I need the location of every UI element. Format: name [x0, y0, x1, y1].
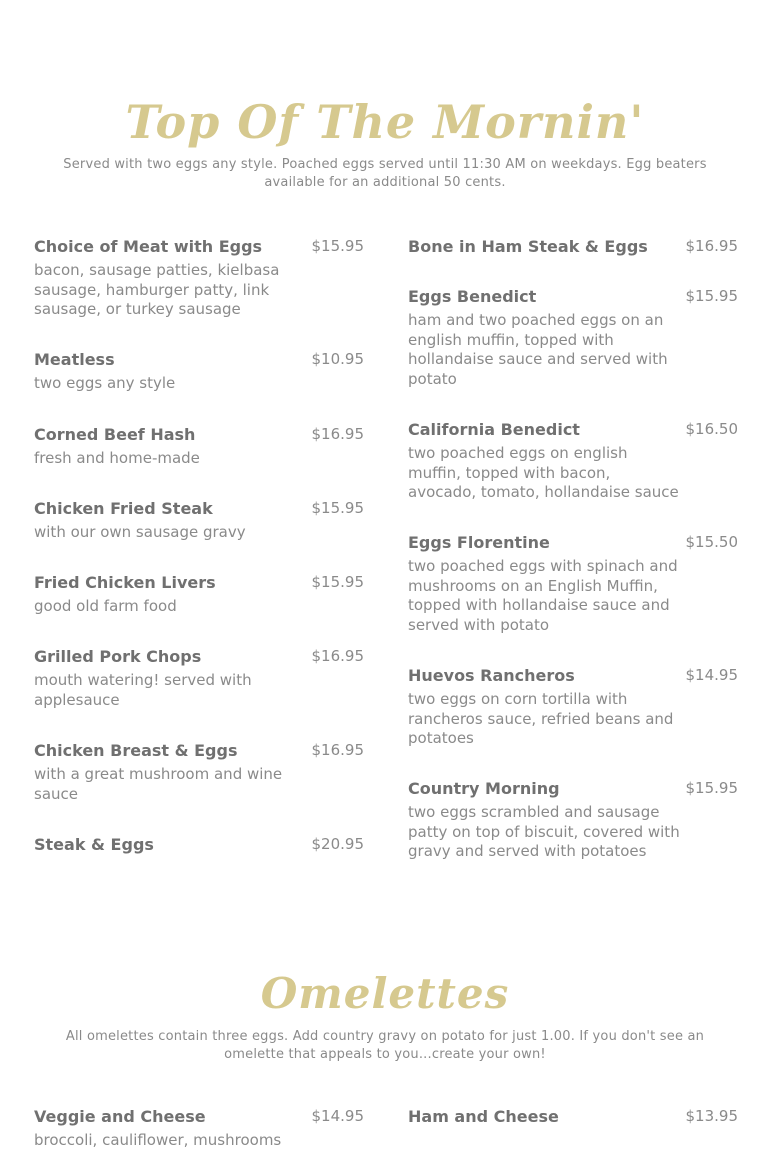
item-price: $15.95 — [685, 287, 738, 305]
item-name: Eggs Benedict — [408, 287, 537, 306]
item-price: $13.95 — [685, 1107, 738, 1125]
item-name: Chicken Breast & Eggs — [34, 741, 238, 760]
item-price: $16.50 — [685, 420, 738, 438]
section-description-omelettes: All omelettes contain three eggs. Add country gravy on potato for just 1.00. If you don't see an omelette that appeals to you...create your own! — [65, 1029, 705, 1062]
item-name: Ham and Cheese — [408, 1107, 559, 1126]
section-title-omelettes: Omelettes — [260, 969, 510, 1018]
item-price: $16.95 — [311, 741, 364, 759]
item-description: ham and two poached eggs on an english muffin, topped with hollandaise sauce and served with potato — [408, 311, 668, 388]
item-name: Corned Beef Hash — [34, 425, 196, 444]
item-description: two eggs any style — [34, 374, 176, 392]
item-name: Chicken Fried Steak — [34, 499, 213, 518]
item-price: $10.95 — [311, 350, 364, 368]
item-description: fresh and home-made — [34, 449, 200, 467]
item-description: bacon, sausage patties, kielbasa sausage, hamburger patty, link sausage, or turkey sausage — [34, 261, 280, 318]
item-description: two poached eggs with spinach and mushrooms on an English Muffin, topped with hollandaise sauce and served with potato — [408, 557, 678, 634]
item-price: $16.95 — [311, 647, 364, 665]
item-name: Grilled Pork Chops — [34, 647, 202, 666]
item-price: $16.95 — [311, 425, 364, 443]
item-name: Meatless — [34, 350, 115, 369]
item-name: Veggie and Cheese — [34, 1107, 206, 1126]
item-name: Bone in Ham Steak & Eggs — [408, 237, 648, 256]
item-description: two eggs on corn tortilla with rancheros sauce, refried beans and potatoes — [408, 690, 674, 747]
item-name: Steak & Eggs — [34, 835, 154, 854]
item-description: good old farm food — [34, 597, 177, 615]
item-name: Huevos Rancheros — [408, 666, 575, 685]
item-price: $16.95 — [685, 237, 738, 255]
item-name: Fried Chicken Livers — [34, 573, 216, 592]
item-description: broccoli, cauliflower, mushrooms — [34, 1131, 282, 1149]
item-name: Country Morning — [408, 779, 560, 798]
item-price: $14.95 — [311, 1107, 364, 1125]
item-description: with our own sausage gravy — [34, 523, 246, 541]
section-description-top-of-the-mornin: Served with two eggs any style. Poached eggs served until 11:30 AM on weekdays. Egg beaters available for an additional 50 cents. — [63, 157, 707, 190]
item-name: Choice of Meat with Eggs — [34, 237, 263, 256]
item-price: $14.95 — [685, 666, 738, 684]
item-description: two eggs scrambled and sausage patty on top of biscuit, covered with gravy and served with potatoes — [408, 803, 680, 860]
item-price: $15.95 — [311, 237, 364, 255]
item-name: California Benedict — [408, 420, 580, 439]
section-title-top-of-the-mornin: Top Of The Mornin' — [125, 95, 645, 149]
item-description: two poached eggs on english muffin, topped with bacon, avocado, tomato, hollandaise sauce — [408, 444, 679, 501]
item-name: Eggs Florentine — [408, 533, 550, 552]
item-price: $20.95 — [311, 835, 364, 853]
item-description: mouth watering! served with applesauce — [34, 671, 252, 709]
item-price: $15.50 — [685, 533, 738, 551]
item-description: with a great mushroom and wine sauce — [34, 765, 283, 803]
item-price: $15.95 — [685, 779, 738, 797]
item-price: $15.95 — [311, 573, 364, 591]
item-price: $15.95 — [311, 499, 364, 517]
